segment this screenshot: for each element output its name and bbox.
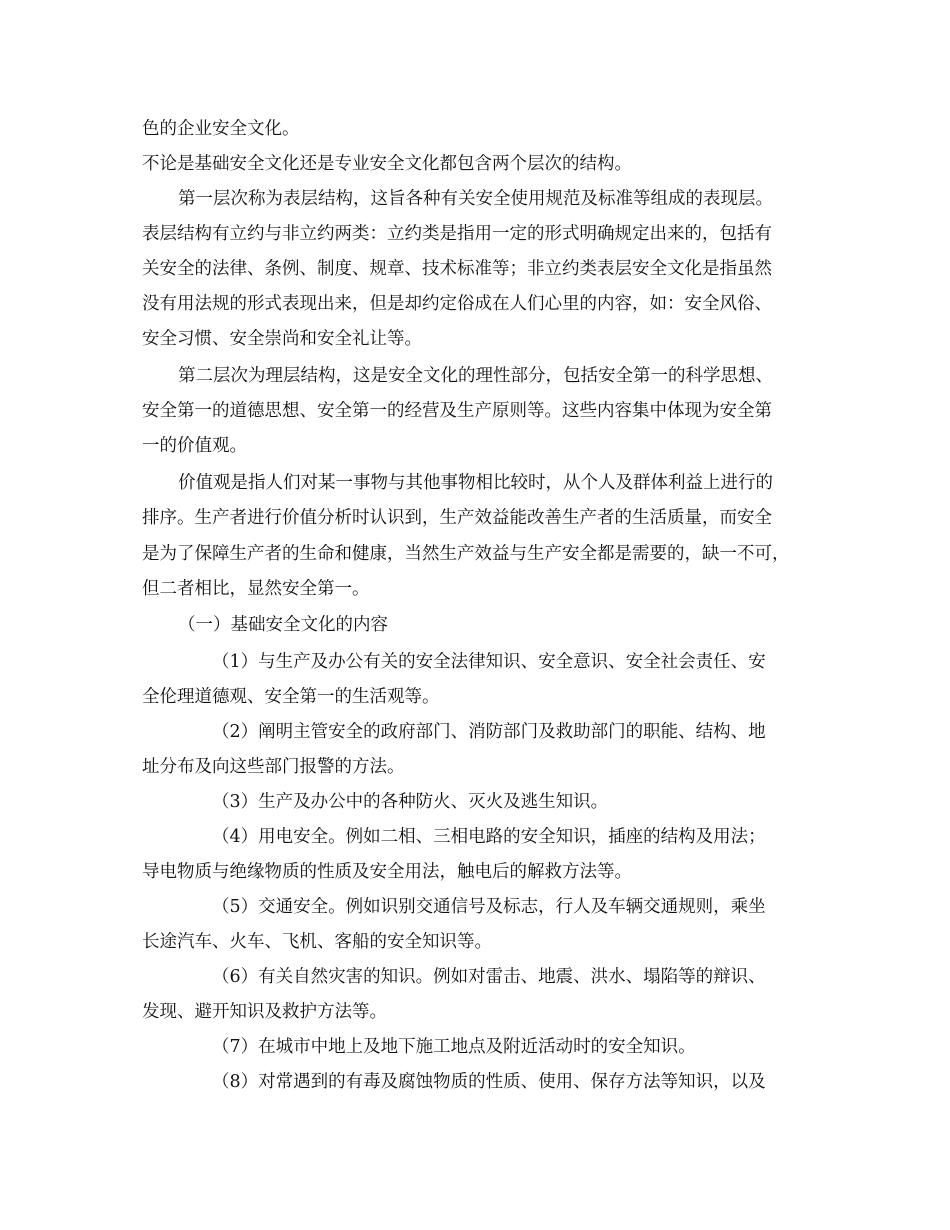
list-item-first-line: （5）交通安全。例如识别交通信号及标志，行人及车辆交通规则，乘坐 [212, 897, 766, 917]
list-item-first-line: （2）阐明主管安全的政府部门、消防部门及救助部门的职能、结构、地 [212, 722, 766, 742]
paragraph-first-line: 第二层次为理层结构，这是安全文化的理性部分，包括安全第一的科学思想、 [178, 366, 773, 386]
text-line: 排序。生产者进行价值分析时认识到，生产效益能改善生产者的生活质量，而安全 [142, 508, 772, 528]
text-line: 色的企业安全文化。 [142, 119, 300, 139]
text-line: 但二者相比，显然安全第一。 [142, 579, 370, 599]
text-line: 安全第一的道德思想、安全第一的经营及生产原则等。这些内容集中体现为安全第 [142, 401, 772, 421]
list-item-first-line: （8）对常遇到的有毒及腐蚀物质的性质、使用、保存方法等知识，以及 [212, 1072, 766, 1092]
paragraph-first-line: 价值观是指人们对某一事物与其他事物相比较时，从个人及群体利益上进行的 [178, 473, 773, 493]
list-item-first-line: （6）有关自然灾害的知识。例如对雷击、地震、洪水、塌陷等的辩识、 [212, 967, 766, 987]
section-heading: （一）基础安全文化的内容 [178, 615, 388, 635]
text-line: 没有用法规的形式表现出来，但是却约定俗成在人们心里的内容，如：安全风俗、 [142, 294, 772, 314]
list-item-first-line: （3）生产及办公中的各种防火、灭火及逃生知识。 [212, 792, 609, 812]
text-line: 不论是基础安全文化还是专业安全文化都包含两个层次的结构。 [142, 154, 632, 174]
text-line: 址分布及向这些部门报警的方法。 [142, 757, 405, 777]
list-item-first-line: （1）与生产及办公有关的安全法律知识、安全意识、安全社会责任、安 [212, 652, 766, 672]
text-line: 发现、避开知识及救护方法等。 [142, 1002, 387, 1022]
text-line: 关安全的法律、条例、制度、规章、技术标准等；非立约类表层安全文化是指虽然 [142, 259, 772, 279]
text-line: 全伦理道德观、安全第一的生活观等。 [142, 687, 440, 707]
text-line: 一的价值观。 [142, 436, 247, 456]
list-item-first-line: （7）在城市中地上及地下施工地点及附近活动时的安全知识。 [212, 1037, 696, 1057]
list-item-first-line: （4）用电安全。例如二相、三相电路的安全知识，插座的结构及用法； [212, 827, 766, 847]
text-line: 长途汽车、火车、飞机、客船的安全知识等。 [142, 932, 492, 952]
text-line: 是为了保障生产者的生命和健康，当然生产效益与生产安全都是需要的，缺一不可， [142, 544, 790, 564]
text-line: 表层结构有立约与非立约两类：立约类是指用一定的形式明确规定出来的，包括有 [142, 224, 772, 244]
text-line: 导电物质与绝缘物质的性质及安全用法，触电后的解救方法等。 [142, 862, 632, 882]
text-line: 安全习惯、安全崇尚和安全礼让等。 [142, 329, 422, 349]
paragraph-first-line: 第一层次称为表层结构，这旨各种有关安全使用规范及标准等组成的表现层。 [178, 189, 773, 209]
